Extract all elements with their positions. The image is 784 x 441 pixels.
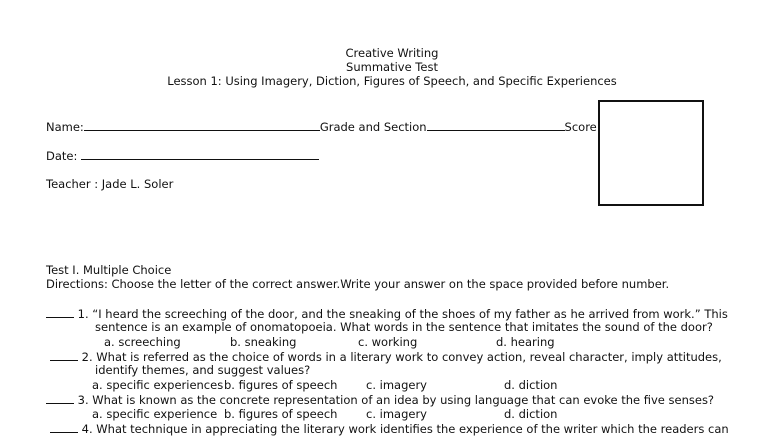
directions: Directions: Choose the letter of the correct answer.Write your answer on the space provided before number.: [46, 277, 670, 291]
question-3-choices: [92, 407, 557, 421]
choice: d. diction: [504, 407, 558, 421]
question-1-choices: [104, 335, 555, 349]
choice: c. working: [358, 335, 418, 349]
answer-blank[interactable]: [46, 392, 74, 404]
name-row: [46, 119, 597, 134]
answer-blank[interactable]: [46, 306, 74, 318]
question-4: 4. What technique in appreciating the literary work identifies the experience of the writer which the readers can: [50, 421, 729, 436]
choice: a. screeching: [104, 335, 181, 349]
date-blank[interactable]: [81, 148, 319, 160]
choice: b. figures of speech: [224, 378, 338, 392]
choice: d. hearing: [496, 335, 555, 349]
choice: d. diction: [504, 378, 558, 392]
question-2-line-2: identify themes, and suggest values?: [95, 363, 311, 377]
name-blank[interactable]: [84, 119, 320, 131]
test-title: Test I. Multiple Choice: [46, 263, 172, 277]
date-label: Date:: [46, 149, 78, 163]
choice: c. imagery: [366, 407, 427, 421]
grade-blank[interactable]: [427, 119, 565, 131]
score-label: Score: [564, 120, 597, 134]
question-2-choices: [92, 378, 557, 392]
answer-blank[interactable]: [50, 421, 78, 433]
question-3: 3. What is known as the concrete representation of an idea by using language that can evoke the five senses?: [46, 392, 714, 407]
choice: b. figures of speech: [224, 407, 338, 421]
question-2: 2. What is referred as the choice of words in a literary work to convey action, reveal character, imply attitudes,: [50, 349, 722, 364]
answer-blank[interactable]: [50, 349, 78, 361]
date-row: [46, 148, 319, 163]
lesson-title: Lesson 1: Using Imagery, Diction, Figures of Speech, and Specific Experiences: [167, 74, 617, 88]
question-1: 1. “I heard the screeching of the door, and the sneaking of the shoes of my father as he arrived from work.” This: [46, 306, 728, 321]
choice: c. imagery: [366, 378, 427, 392]
choice: a. specific experiences: [92, 378, 224, 392]
teacher-line: Teacher : Jade L. Soler: [46, 177, 174, 191]
choice: a. specific experience: [92, 407, 218, 421]
question-1-line-2: sentence is an example of onomatopoeia. What words in the sentence that imitates the sound of the door?: [95, 320, 713, 334]
grade-label: Grade and Section: [319, 120, 427, 134]
subject-title: Creative Writing: [345, 46, 439, 60]
name-label: Name:: [46, 120, 84, 134]
score-box[interactable]: [598, 100, 704, 206]
test-type: Summative Test: [346, 60, 438, 74]
choice: b. sneaking: [230, 335, 297, 349]
